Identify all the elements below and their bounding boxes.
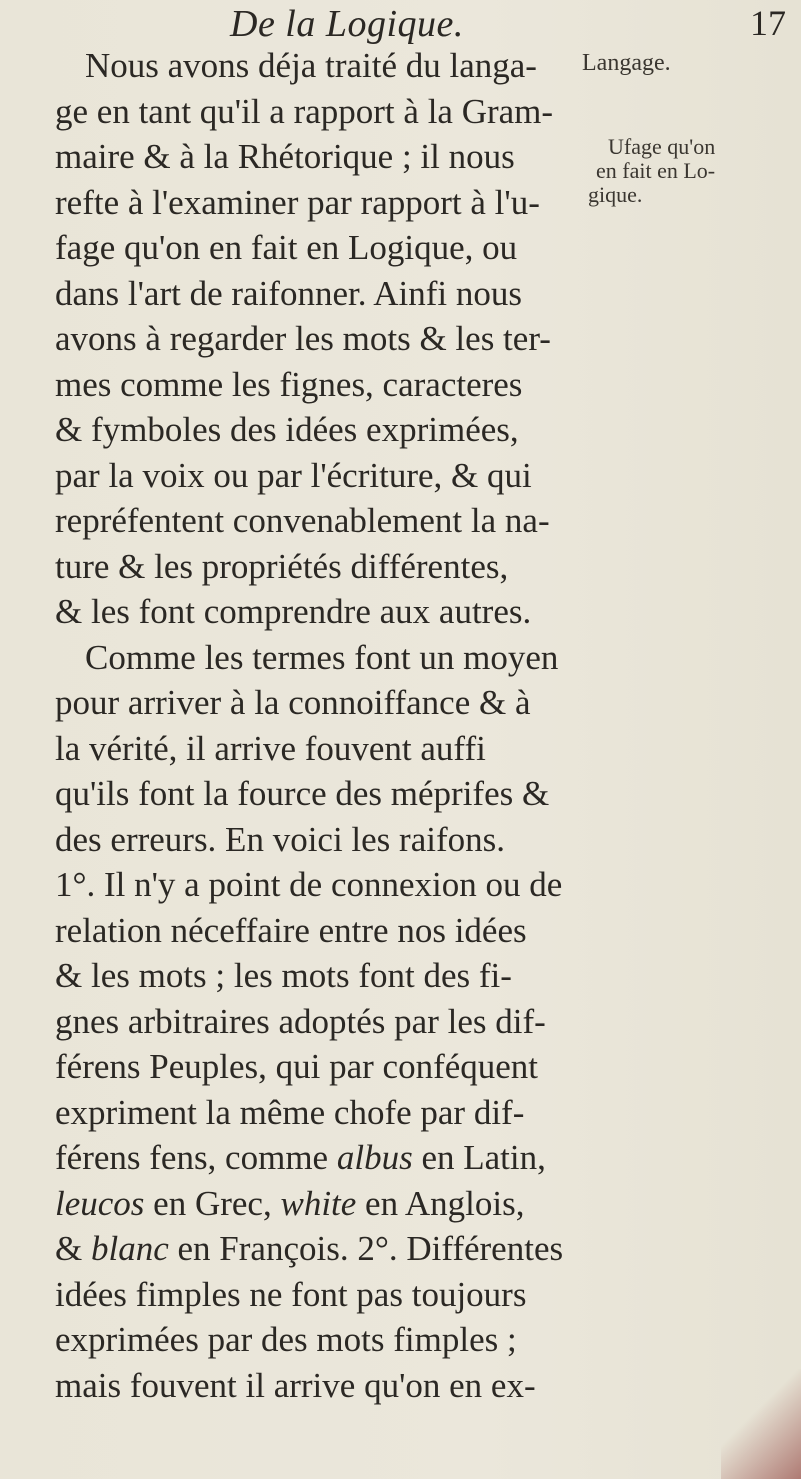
italic-word: blanc (90, 1229, 169, 1268)
margin-note-langage: Langage. (582, 50, 671, 76)
body-text (55, 43, 575, 1408)
margin-note-usage (588, 134, 716, 207)
text-line: dans l'art de raifonner. Ainfi nous (55, 273, 523, 313)
text-line: par la voix ou par l'écriture, & qui (55, 455, 532, 495)
text-line: relation néceffaire entre nos idées (55, 910, 527, 950)
text-line: avons à regarder les mots & les ter- (55, 319, 551, 358)
text-line: maire & à la Rhétorique ; il nous (55, 137, 515, 176)
text-line: refte à l'examiner par rapport à l'u- (55, 182, 540, 222)
running-title: De la Logique. (230, 3, 464, 45)
text-line: expriment la même chofe par dif- (55, 1092, 525, 1132)
text-line: repréfentent convenablement la na- (55, 501, 550, 540)
text-line: férens fens, comme albus en Latin, (55, 1138, 546, 1177)
text-line: & fymboles des idées exprimées, (55, 410, 519, 449)
italic-word: white (280, 1183, 357, 1223)
page-number: 17 (750, 3, 786, 43)
text-line: qu'ils font la fource des méprifes & (55, 774, 550, 813)
text-line: férens Peuples, qui par conféquent (55, 1047, 539, 1086)
text-line: ture & les propriétés différentes, (55, 546, 509, 586)
margin-note-line: Ufage qu'on (608, 134, 716, 159)
text-line: fage qu'on en fait en Logique, ou (55, 228, 518, 267)
text-line: Nous avons déja traité du langa- (85, 46, 537, 85)
italic-word: leucos (55, 1183, 145, 1223)
text-line: exprimées par des mots fimples ; (55, 1320, 517, 1359)
text-line: & les mots ; les mots font des fi- (55, 956, 512, 995)
text-line: Comme les termes font un moyen (85, 637, 559, 677)
text-line: leucos en Grec, white en Anglois, (55, 1183, 525, 1223)
text-line: idées fimples ne font pas toujours (55, 1274, 527, 1314)
text-line: pour arriver à la connoiffance & à (55, 683, 531, 722)
text-line: & les font comprendre aux autres. (55, 592, 532, 631)
text-line: des erreurs. En voici les raifons. (55, 819, 505, 859)
text-line: ge en tant qu'il a rapport à la Gram- (55, 91, 554, 131)
text-line: 1°. Il n'y a point de connexion ou de (55, 865, 563, 904)
margin-note-line: gique. (588, 182, 643, 207)
text-line: mes comme les fignes, caracteres (55, 364, 523, 404)
text-line: gnes arbitraires adoptés par les dif- (55, 1001, 546, 1041)
text-line: la vérité, il arrive fouvent auffi (55, 728, 486, 768)
text-line: mais fouvent il arrive qu'on en ex- (55, 1365, 536, 1405)
text-line: & blanc en François. 2°. Différentes (55, 1229, 564, 1268)
page-edge-shadow (721, 1369, 801, 1479)
italic-word: albus (336, 1138, 413, 1177)
margin-note-line: en fait en Lo- (596, 158, 716, 183)
